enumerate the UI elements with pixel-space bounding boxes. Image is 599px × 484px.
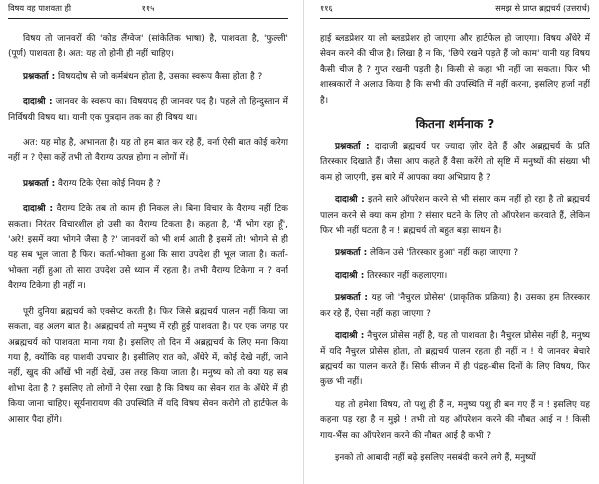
speaker-label: दादाश्री :	[335, 270, 365, 281]
paragraph-text: वैराग्य टिके तब तो काम ही निकल ले। बिना विचार के वैराग्य नहीं टिक सकता। निरंतर विचारशील हो उसी का वैराग्य टिकता है। कहता है, 'मैं भोग रहा हूँ', 'अरे! इसमें क्या भोगने जैसा है ?' जानवरों को भी शर्म आती है इसमें तो! भोगने से ही यह सब भूल जाता है फिर। कर्ता-भोक्ता हुआ कि सारा उपदेश ही भूल जाता है। कर्ता-भोक्ता नहीं हुआ तो सारा उपदेश उसे ध्यान में रहता है। तभी वैराग्य टिकेगा न ? वर्ना वैराग्य टिकेगा ही नहीं न।	[8, 204, 288, 292]
right-page	[320, 0, 590, 484]
paragraph-text: दादाजी ब्रह्मचर्य पर ज्यादा ज़ोर देते हैं और अब्रह्मचर्य के प्रति तिरस्कार दिखाते हैं। जैसा आप कहते हैं वैसा करेंगे तो सृष्टि में मनुष्यों की संख्या भी कम हो जाएगी, इस बारे में आपका क्या अभिप्राय है ?	[320, 142, 590, 183]
left-running-header	[8, 0, 288, 19]
speaker-label: दादाश्री :	[335, 195, 365, 206]
paragraph	[320, 291, 590, 322]
page-gutter	[303, 0, 304, 484]
paragraph-text: इनको तो आबादी नहीं बढ़े इसलिए नसबंदी करने लगे हैं, मनुष्यों	[335, 452, 536, 463]
paragraph	[320, 246, 590, 261]
section-title: कितना शर्मनाक ?	[415, 117, 495, 132]
paragraph	[8, 32, 288, 63]
paragraph-text: यह तो हमेशा विषय, तो पशु ही हैं न, मनुष्य पशु ही बन गए हैं न ! इसलिए यह कहना पड़ रहा है न मुझे ! तभी तो यह ऑपरेशन करने की नौबत आई न ! किसी गाय-भैंस का ऑपरेशन करने की नौबत आई है कभी ?	[320, 399, 590, 441]
paragraph	[8, 305, 288, 428]
paragraph	[8, 202, 288, 294]
paragraph	[320, 140, 590, 186]
paragraph-text: यह जो 'नैचुरल प्रोसेस' (प्राकृतिक प्रक्रिया) है। उसका हम तिरस्कार कर रहे हैं, ऐसा नहीं कहा जाएगा ?	[320, 293, 590, 319]
paragraph-text: अत: यह मोह है, अभानता है। यह तो हम बात कर रहे हैं, वर्ना ऐसी बात कोई करेगा नहीं न ? ऐसा कहें तभी तो वैराग्य उत्पन्न होगा न लोगों में।	[8, 138, 288, 164]
paragraph	[8, 95, 288, 126]
paragraph	[320, 193, 590, 239]
paragraph-text: वैराग्य टिके ऐसा कोई नियम है ?	[57, 178, 161, 189]
left-page-number: ११५	[141, 3, 155, 13]
paragraph-text: तिरस्कार नहीं कहलाएगा।	[367, 270, 448, 281]
paragraph-text: जानवर के स्वरूप का। विषयपद ही जानवर पद है। पहले तो हिन्दुस्तान में निर्विषयी विषय था। यानी एक पुत्रदान तक का ही विषय था।	[8, 97, 288, 123]
paragraph	[8, 70, 288, 85]
right-running-header	[320, 0, 590, 19]
paragraph-text: पूरी दुनिया ब्रह्मचर्य को एक्सेप्ट करती है। फिर जिसे ब्रह्मचर्य पालन नहीं किया जा सकता, वह अलग बात है। अब्रह्मचर्य तो मनुष्य में रही हुई पाशवता है। पर एक जगह पर अब्रह्मचर्य को पाशवता माना गया है। इसलिए तो दिन में अब्रह्मचर्य के लिए मना किया गया है, क्योंकि वह पाशवी उपचार है। इसीलिए रात को, अँधेरे में, कोई देखे नहीं, जाने नहीं, खुद की आँखें भी नहीं देखें, उस तरह किया जाता है। मनुष्य को तो क्या यह सब शोभा देता है ? इसलिए तो लोगों ने ऐसा रखा है कि विषय का सेवन रात के अँधेरे में ही किया जाना चाहिए। सूर्यनारायण की उपस्थिति में यदि विषय सेवन करोगे तो हार्टफेल के आसार पैदा होंगे।	[8, 306, 288, 425]
paragraph	[320, 329, 590, 391]
speaker-label: प्रश्नकर्ता :	[335, 293, 368, 304]
speaker-label: दादाश्री :	[23, 204, 54, 215]
paragraph	[320, 269, 590, 284]
paragraph	[320, 451, 590, 466]
speaker-label: प्रश्नकर्ता :	[23, 71, 56, 82]
paragraph-text: विषयदोष से जो कर्मबंधन होता है, उसका स्वरूप कैसा होता है ?	[57, 71, 263, 82]
right-page-number: ११६	[320, 3, 333, 13]
paragraph-text: लेकिन उसे 'तिरस्कार हुआ' नहीं कहा जाएगा ?	[369, 248, 519, 259]
right-header-title: समझ से प्राप्त ब्रह्मचर्य (उत्तरार्ध)	[495, 3, 590, 13]
speaker-label: प्रश्नकर्ता :	[335, 142, 370, 153]
paragraph-text: इतने सारे ऑपरेशन करने से भी संसार कम नहीं हो रहा है तो ब्रह्मचर्य पालन करने से क्या कम होगा ? संसार घटने के लिए तो ऑपरेशन करवाते हैं, लेकिन फिर भी नहीं घटता है न ! ब्रह्मचर्य तो बहुत बड़ा साधन है।	[320, 195, 590, 237]
paragraph	[8, 136, 288, 167]
speaker-label: दादाश्री :	[23, 97, 53, 108]
left-header-title: विषय वह पाशवता ही	[8, 3, 72, 13]
speaker-label: प्रश्नकर्ता :	[23, 178, 56, 189]
speaker-label: दादाश्री :	[335, 331, 365, 342]
speaker-label: प्रश्नकर्ता :	[335, 248, 368, 259]
paragraph-text: हाई ब्लडप्रेशर या लो ब्लडप्रेशर हो जाएगा और हार्टफेल हो जाएगा। विषय अँधेरे में सेवन करने की चीज है। लिखा है न कि, 'छिपे रखने पड़ते हैं जो काम' यानी यह विषय कैसी चीज है ? गुप्त रखनी पड़ती है। किसी से कहा भी नहीं जा सकता। फिर भी शास्त्रकारों ने अलाउ किया है कि सभी की उपस्थिति में नहीं करना, इसलिए हर्जा नहीं है।	[320, 34, 590, 106]
left-page	[8, 0, 288, 484]
paragraph-text: नैचुरल प्रोसेस नहीं है, यह तो पाशवता है। नैचुरल प्रोसेस नहीं है, मनुष्य में यदि नैचुरल प्रोसेस होता, तो ब्रह्मचर्य पालन रहता ही नहीं न ! ये जानवर बेचारे ब्रह्मचर्य का पालन करते हैं। सिर्फ सीजन में ही पंद्रह-बीस दिनों के लिए विषय, फिर कुछ भी नहीं।	[320, 331, 590, 388]
paragraph	[320, 32, 590, 109]
paragraph	[8, 177, 288, 192]
paragraph-text: विषय तो जानवरों की 'कोड लैंग्वेज' (सांकेतिक भाषा) है, पाशवता है, 'फुल्ली' (पूर्ण) पाशवता है। अत: यह तो होनी ही नहीं चाहिए।	[8, 34, 288, 60]
paragraph	[320, 398, 590, 444]
